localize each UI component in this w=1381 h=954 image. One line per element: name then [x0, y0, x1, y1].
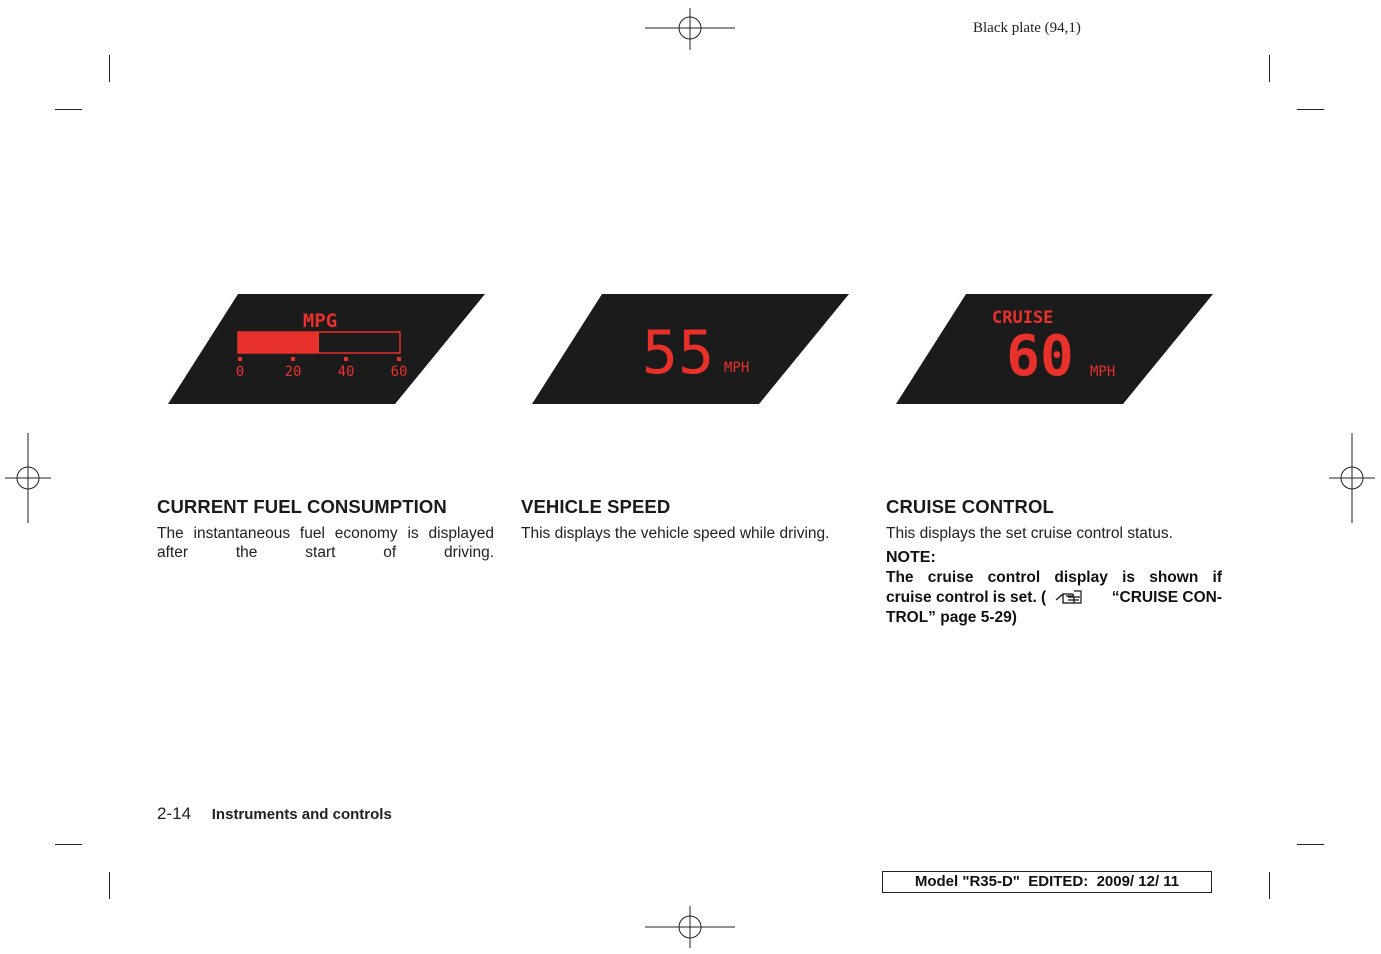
note-word: is: [1122, 569, 1135, 586]
chapter-title: Instruments and controls: [211, 806, 392, 823]
fuel-consumption-heading: CURRENT FUEL CONSUMPTION: [157, 496, 447, 517]
model-edit-box: Model "R35-D" EDITED: 2009/ 12/ 11: [882, 871, 1212, 893]
vehicle-speed-heading: VEHICLE SPEED: [521, 496, 671, 517]
note-line-1: [886, 568, 1222, 588]
registration-mark-top: [645, 8, 735, 50]
mpg-tick-mark: [344, 357, 348, 361]
note-word: The: [886, 569, 914, 586]
note-word: display: [1054, 569, 1108, 586]
note-word: control: [987, 569, 1041, 586]
note-word: cruise: [927, 569, 974, 586]
cruise-label: CRUISE: [992, 308, 1054, 328]
speed-value: 55: [641, 318, 715, 388]
note-word: shown: [1149, 569, 1199, 586]
mpg-tick-mark: [238, 357, 242, 361]
mpg-bar-fill: [238, 332, 319, 353]
pointing-hand-book-icon: [1054, 588, 1082, 612]
cruise-speed-unit: MPH: [1090, 364, 1116, 380]
registration-mark-bottom: [645, 906, 735, 948]
registration-mark-right: [1329, 433, 1375, 523]
vehicle-speed-description: This displays the vehicle speed while driving.: [521, 525, 830, 542]
plate-label: Black plate (94,1): [973, 20, 1081, 36]
mpg-label: MPG: [302, 310, 338, 332]
cruise-control-heading: CRUISE CONTROL: [886, 496, 1054, 517]
mpg-tick-label: 0: [235, 364, 245, 380]
mpg-tick-label: 40: [337, 364, 355, 380]
note-line-2-end: “CRUISE CON-: [1111, 589, 1222, 606]
note-line-3: TROL” page 5-29): [886, 609, 1017, 626]
note-line-2-start: cruise control is set. (: [886, 589, 1047, 606]
cruise-control-display: [886, 290, 1226, 410]
mpg-tick-label: 20: [284, 364, 302, 380]
mpg-tick-mark: [397, 357, 401, 361]
note-word: if: [1212, 569, 1222, 586]
page-footer: [157, 804, 392, 824]
mpg-tick-label: 60: [390, 364, 408, 380]
fuel-consumption-display: [158, 290, 498, 410]
vehicle-speed-display: [522, 290, 862, 410]
registration-mark-left: [5, 433, 51, 523]
note-title: NOTE:: [886, 549, 936, 566]
page-number: 2-14: [157, 804, 192, 823]
cruise-speed-value: 60: [1006, 324, 1074, 389]
fuel-consumption-description: The instantaneous fuel economy is displayed after the start of driving.: [157, 525, 494, 561]
speed-unit: MPH: [724, 360, 750, 376]
mpg-tick-mark: [291, 357, 295, 361]
cruise-control-description: This displays the set cruise control status.: [886, 525, 1173, 542]
